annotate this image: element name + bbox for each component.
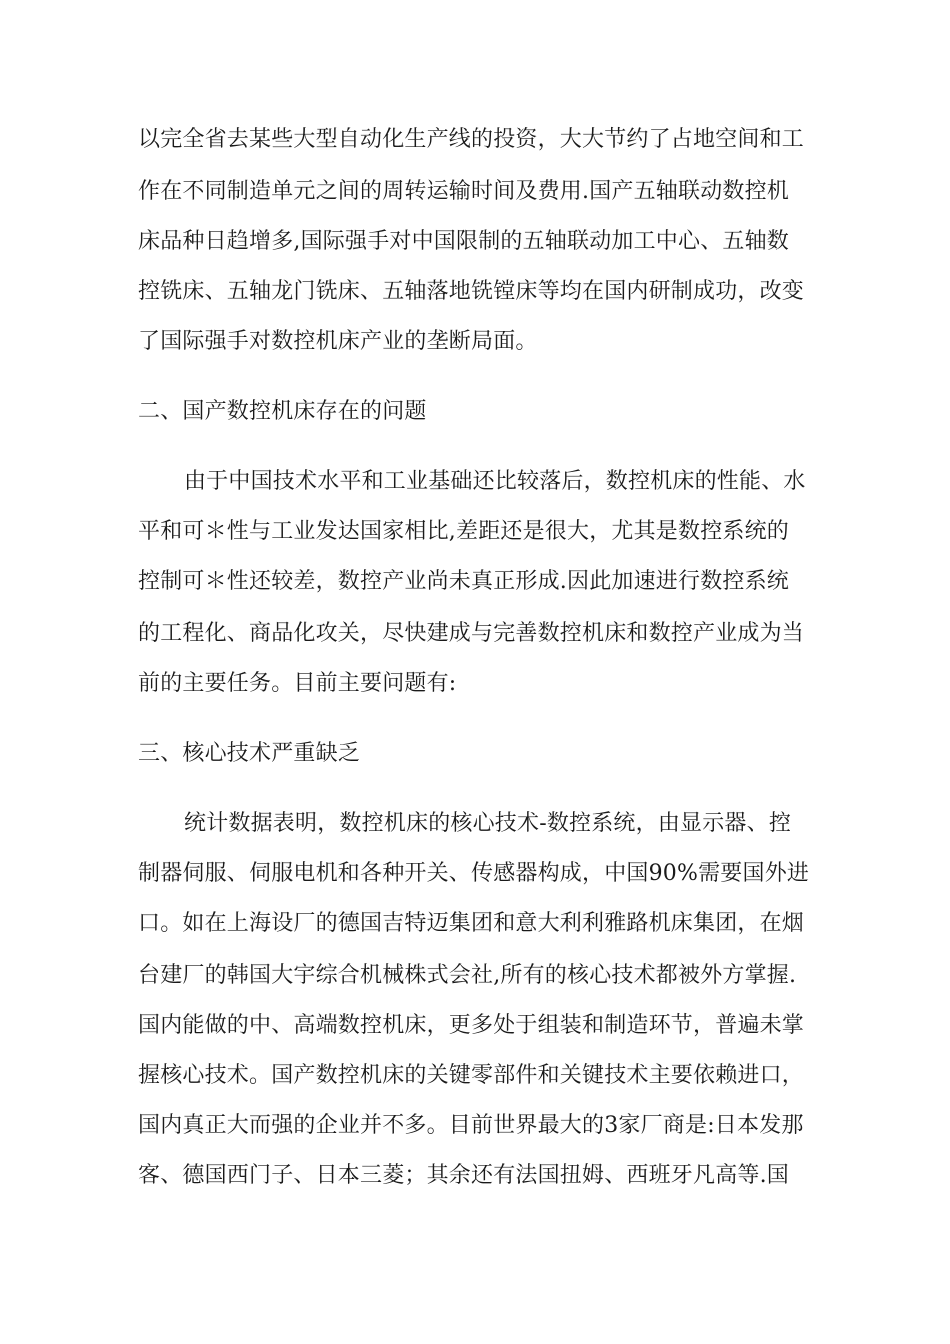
paragraph-3-line-3: 口。如在上海设厂的德国吉特迈集团和意大利利雅路机床集团，在烟 xyxy=(138,911,805,936)
paragraph-2-line-1: 由于中国技术水平和工业基础还比较落后，数控机床的性能、水 xyxy=(184,469,806,494)
paragraph-3-line-4: 台建厂的韩国大宇综合机械株式会社,所有的核心技术都被外方掌握. xyxy=(138,963,797,988)
section-heading-2: 二、国产数控机床存在的问题 xyxy=(138,399,427,424)
section-heading-3: 三、核心技术严重缺乏 xyxy=(138,741,361,766)
paragraph-2-line-5: 前的主要任务。目前主要问题有: xyxy=(138,671,457,696)
paragraph-3-line-7: 国内真正大而强的企业并不多。目前世界最大的3家厂商是:日本发那 xyxy=(138,1113,804,1138)
paragraph-3-line-6: 握核心技术。国产数控机床的关键零部件和关键技术主要依赖进口， xyxy=(138,1063,805,1088)
paragraph-1-line-1: 以完全省去某些大型自动化生产线的投资，大大节约了占地空间和工 xyxy=(138,127,805,152)
paragraph-1-line-2: 作在不同制造单元之间的周转运输时间及费用.国产五轴联动数控机 xyxy=(138,179,789,204)
paragraph-2-line-4: 的工程化、商品化攻关，尽快建成与完善数控机床和数控产业成为当 xyxy=(138,621,805,646)
paragraph-1-line-3: 床品种日趋增多,国际强手对中国限制的五轴联动加工中心、五轴数 xyxy=(138,229,789,254)
paragraph-1-line-5: 了国际强手对数控机床产业的垄断局面。 xyxy=(138,329,538,354)
paragraph-2-line-2: 平和可＊性与工业发达国家相比,差距还是很大，尤其是数控系统的 xyxy=(138,519,789,544)
paragraph-3-line-5: 国内能做的中、高端数控机床，更多处于组装和制造环节，普遍未掌 xyxy=(138,1013,805,1038)
paragraph-3-line-8: 客、德国西门子、日本三菱；其余还有法国扭姆、西班牙凡高等.国 xyxy=(138,1163,789,1188)
paragraph-2-line-3: 控制可＊性还较差，数控产业尚未真正形成.因此加速进行数控系统 xyxy=(138,569,789,594)
paragraph-1-line-4: 控铣床、五轴龙门铣床、五轴落地铣镗床等均在国内研制成功，改变 xyxy=(138,279,805,304)
paragraph-3-line-2: 制器伺服、伺服电机和各种开关、传感器构成，中国90%需要国外进 xyxy=(138,861,810,886)
paragraph-3-line-1: 统计数据表明，数控机床的核心技术-数控系统，由显示器、控 xyxy=(184,811,792,836)
